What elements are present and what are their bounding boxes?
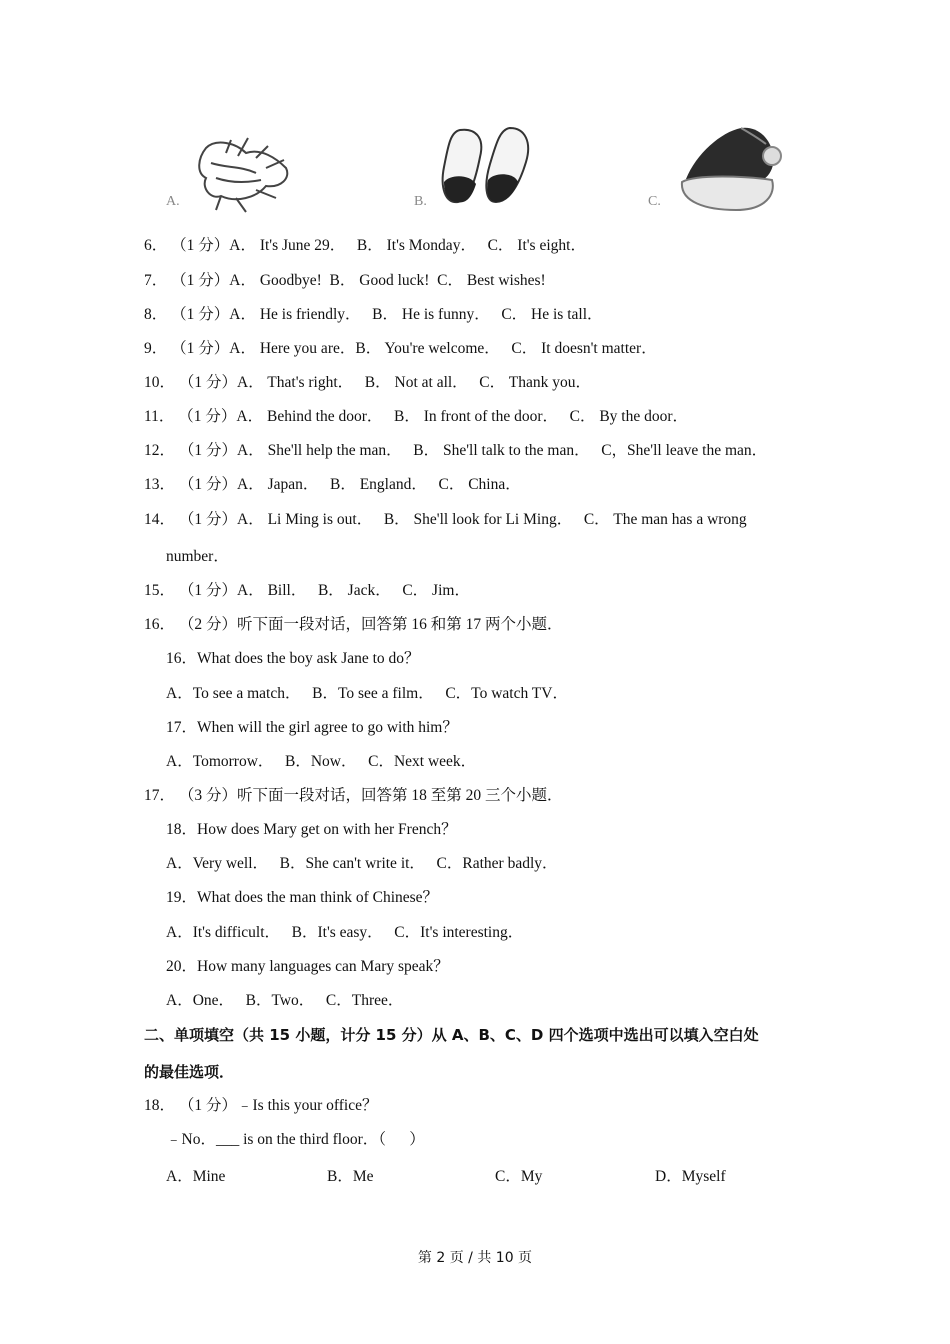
item-10: 10． （1 分）A． That's right． B． Not at all． C． Thank you．: [144, 374, 591, 391]
options-20: A．One． B．Two． C．Three．: [166, 992, 404, 1009]
hat-icon: [676, 124, 786, 214]
question-19: 19．What does the man think of Chinese？: [166, 889, 439, 906]
option-18-d: D．Myself: [655, 1168, 726, 1185]
item-9: 9． （1 分）A． Here you are．B． You're welcome． C． It doesn't matter．: [144, 340, 657, 357]
options-18: A．Very well． B．She can't write it． C．Rather badly．: [166, 855, 558, 872]
option-18-c: C．My: [495, 1168, 543, 1185]
gloves-icon: [166, 128, 306, 218]
question-17: 17．When will the girl agree to go with him？: [166, 719, 458, 736]
item-15: 15． （1 分）A． Bill． B． Jack． C． Jim．: [144, 582, 470, 599]
question-16: 16．What does the boy ask Jane to do？: [166, 650, 420, 667]
item-11: 11． （1 分）A． Behind the door． B． In front of the door． C． By the door．: [144, 408, 689, 425]
picture-a-label: A.: [166, 194, 180, 209]
picture-a: [166, 128, 306, 218]
options-19: A．It's difficult． B．It's easy． C．It's interesting．: [166, 924, 524, 941]
option-18-b: B．Me: [327, 1168, 374, 1185]
options-17: A．Tomorrow． B．Now． C．Next week．: [166, 753, 477, 770]
item-18: 18． （1 分）﹣Is this your office？: [144, 1097, 378, 1114]
item-18-blank: ﹣No．___ is on the third floor．（ ）: [166, 1131, 425, 1148]
item-8: 8． （1 分）A． He is friendly． B． He is funny． C． He is tall．: [144, 306, 603, 323]
question-20: 20．How many languages can Mary speak？: [166, 958, 449, 975]
option-18-a: A．Mine: [166, 1168, 226, 1185]
item-14: 14． （1 分）A． Li Ming is out． B． She'll look for Li Ming． C． The man has a wrong: [144, 511, 747, 528]
item-12: 12． （1 分）A． She'll help the man． B． She'll talk to the man． C，She'll leave the man．: [144, 442, 768, 459]
question-18: 18．How does Mary get on with her French？: [166, 821, 457, 838]
picture-c: [676, 124, 786, 214]
section-2-heading-continued: 的最佳选项．: [144, 1063, 235, 1081]
section-2-heading: 二、单项填空（共 15 小题，计分 15 分）从 A、B、C、D 四个选项中选出可以填入空白处: [144, 1026, 759, 1044]
picture-c-label: C.: [648, 194, 661, 209]
shoes-icon: [430, 122, 540, 212]
item-6: 6． （1 分）A． It's June 29． B． It's Monday． C． It's eight．: [144, 237, 586, 254]
item-17: 17． （3 分）听下面一段对话，回答第 18 至第 20 三个小题．: [144, 787, 563, 804]
picture-b-label: B.: [414, 194, 427, 209]
picture-b: [430, 122, 540, 212]
item-13: 13． （1 分）A． Japan． B． England． C． China．: [144, 476, 521, 493]
options-16: A．To see a match． B．To see a film． C．To watch TV．: [166, 685, 568, 702]
item-16: 16． （2 分）听下面一段对话，回答第 16 和第 17 两个小题．: [144, 616, 563, 633]
page-footer: 第 2 页 / 共 10 页: [417, 1250, 533, 1266]
item-14-continued: number．: [166, 548, 229, 565]
item-7: 7． （1 分）A． Goodbye! B． Good luck! C． Best wishes!: [144, 272, 546, 289]
